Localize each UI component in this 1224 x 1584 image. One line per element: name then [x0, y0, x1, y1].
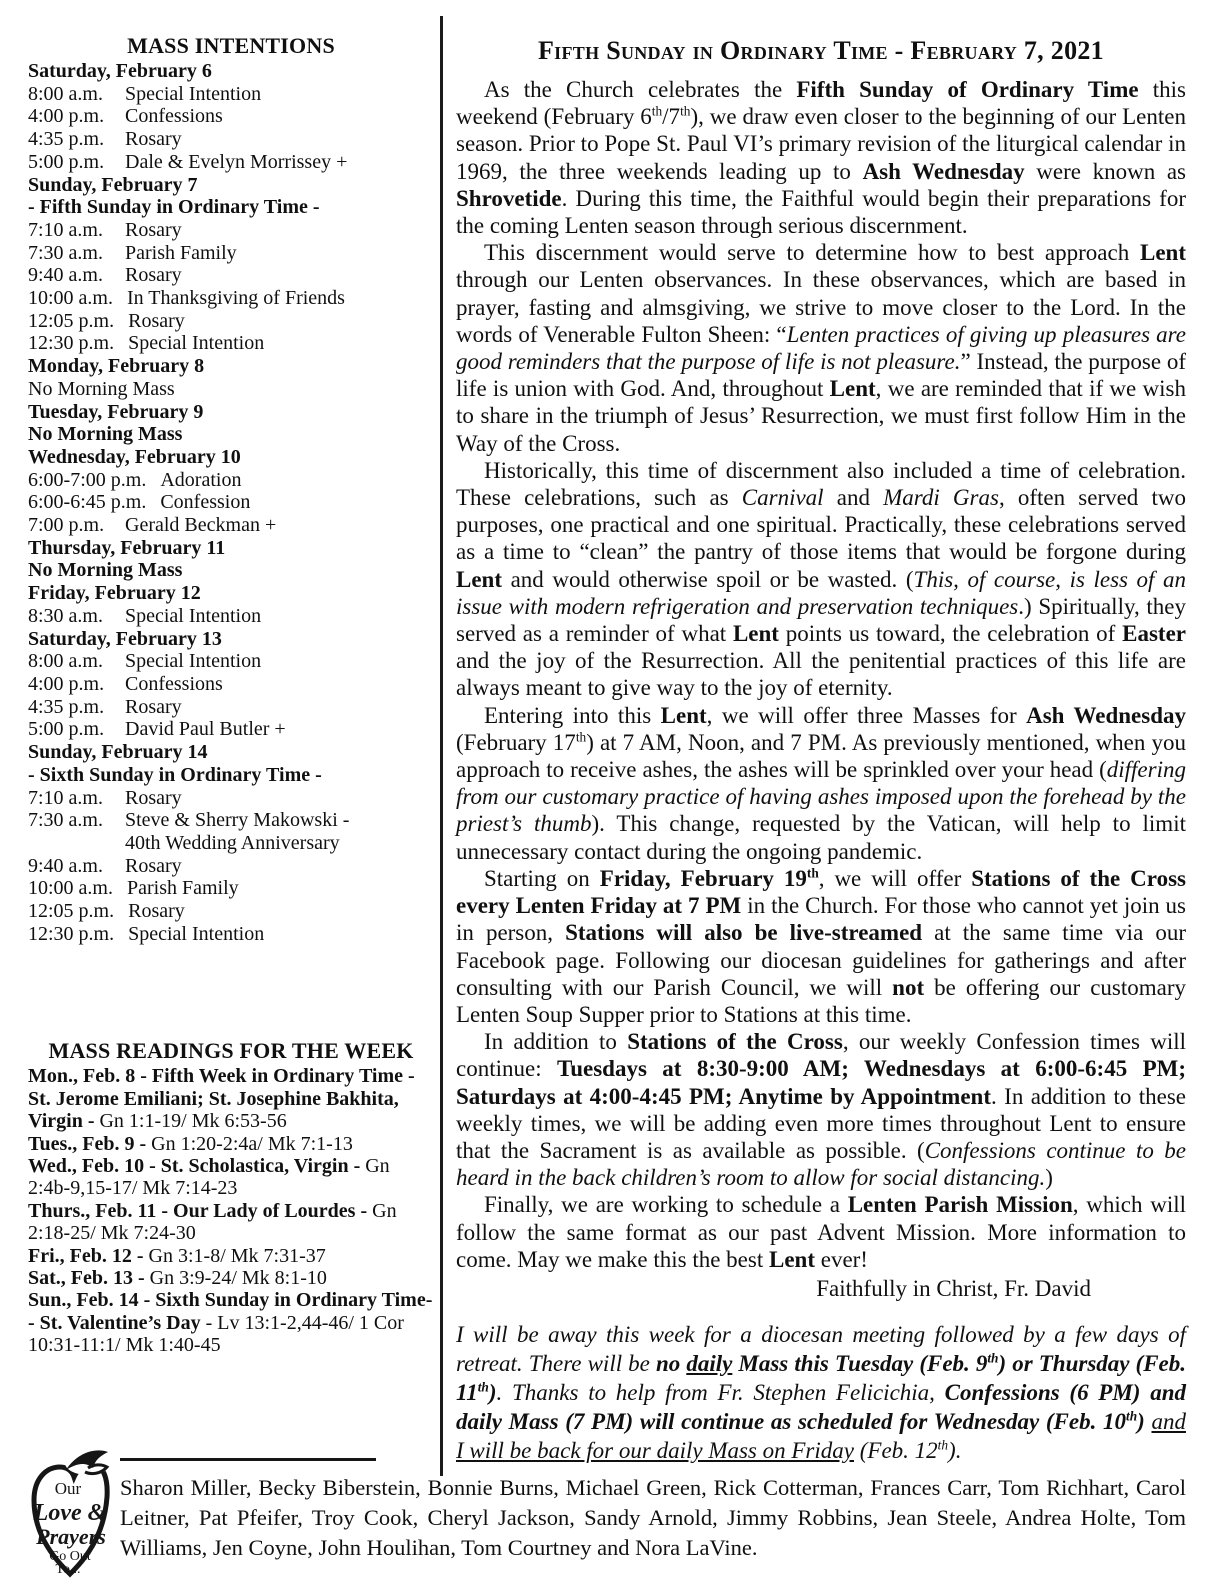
mass-description: Rosary: [125, 695, 182, 718]
mass-time: 8:00 a.m.: [28, 82, 103, 105]
mass-intention-item: [28, 809, 434, 854]
mass-time: 7:00 p.m.: [28, 514, 105, 537]
mass-readings-title: MASS READINGS FOR THE WEEK: [48, 1038, 414, 1064]
mass-description: David Paul Butler +: [125, 718, 286, 741]
mass-description: Parish Family: [127, 877, 239, 900]
text-run: and would otherwise spoil or be wasted. (: [502, 566, 914, 592]
text-run: Mass this Tuesday (Feb. 9: [732, 1350, 988, 1376]
mass-time: 7:30 a.m.: [28, 809, 103, 832]
text-run: In addition to: [484, 1029, 628, 1055]
text-run: Ash Wednesday: [1026, 702, 1186, 728]
text-run: Friday, February 19: [599, 865, 807, 891]
mass-intention-item: [28, 787, 434, 810]
text-run: daily: [686, 1350, 733, 1376]
mass-intention-item: [28, 923, 434, 946]
text-run: th: [806, 865, 819, 881]
text-run: th: [651, 103, 663, 119]
prayer-names-text: Sharon Miller, Becky Biberstein, Bonnie Burns, Michael Green, Rick Cotterman, Frances Carr, Tom Richhart, Carol Leitner, Pat Pfeifer, Troy Cook, Cheryl Jackson, Sandy Arnold, Jimmy Robbins, Jean Steele, Andrea Holte, Tom Williams, Jen Coyne, John Houlihan, Tom Courtney and Nora LaVine.: [120, 1475, 1186, 1560]
mass-intention-item: [28, 128, 434, 151]
article-column: [456, 36, 1186, 1488]
mass-intention-item: [28, 491, 434, 514]
text-run: Entering into this: [484, 702, 661, 728]
reading-day-label: Wed., Feb. 10 - St. Scholastica, Virgin -: [28, 1155, 366, 1178]
text-run: /7: [662, 104, 681, 130]
mass-time: 7:30 a.m.: [28, 241, 103, 264]
mass-description: Rosary: [128, 900, 185, 923]
text-run: ). This change, requested by the Vatican, will help to limit unnecessary contact during the ongoing pandemic.: [456, 811, 1186, 864]
text-run: , we will offer: [818, 865, 972, 891]
text-run: Lent: [660, 702, 707, 728]
reading-day-label: Sun., Feb. 14 - Sixth Sunday in Ordinary Time-- St. Valentine’s Day: [28, 1289, 433, 1334]
mass-intention-item: [28, 900, 434, 923]
text-run: , we are reminded that if we wish to share in the triumph of Jesus’ Resurrection, we must first follow Him in the Way of the Cross.: [456, 376, 1186, 456]
text-run: As the Church celebrates the: [484, 77, 797, 102]
article-paragraph: [456, 76, 1186, 239]
schedule-day-heading: Monday, February 8: [28, 355, 205, 378]
schedule-day-heading: Saturday, February 13: [28, 627, 222, 650]
mass-intentions-section: [28, 34, 434, 945]
mass-intention-item: [28, 696, 434, 719]
text-run: Finally, we are working to schedule a: [484, 1192, 848, 1218]
mass-intention-item: [28, 605, 434, 628]
mass-reading-entry: Thurs., Feb. 11 - Our Lady of Lourdes - Gn 2:18-25/ Mk 7:24-30: [28, 1199, 397, 1245]
schedule-day-heading: Friday, February 12: [28, 582, 201, 605]
mass-description: Parish Family: [125, 241, 237, 264]
mass-description: Adoration: [160, 468, 242, 491]
text-run: Confessions continue to be heard in the back children’s room to allow for social distancing.: [456, 1137, 1186, 1191]
text-run: and: [823, 485, 884, 511]
schedule-day-heading: Sunday, February 14: [28, 741, 208, 764]
text-run: this weekend (February 6: [456, 77, 1187, 130]
text-run: th: [987, 1350, 999, 1366]
text-run: ), we draw even closer to the beginning of our Lenten season. Prior to Pope St. Paul VI’s primary revision of the liturgical calendar in 1969, the three weekends leading up to: [456, 104, 1186, 184]
text-run: and the joy of the Resurrection. All the penitential practices of this life are always meant to give way to the joy of eternity.: [456, 648, 1186, 701]
mass-time: 4:00 p.m.: [28, 105, 105, 128]
mass-reading-entry: Sat., Feb. 13 - Gn 3:9-24/ Mk 8:1-10: [28, 1267, 327, 1290]
text-run: Stations will also be live-streamed: [565, 920, 923, 946]
schedule-day-heading: Wednesday, February 10: [28, 445, 241, 468]
text-run: Lent: [768, 1246, 815, 1272]
text-run: Lenten Parish Mission: [847, 1192, 1073, 1218]
mass-intention-item: [28, 718, 434, 741]
mass-reading-entry: Mon., Feb. 8 - Fifth Week in Ordinary Time - St. Jerome Emiliani; St. Josephine Bakhita, Virgin - Gn 1:1-19/ Mk 6:53-56: [28, 1065, 415, 1133]
text-run: ) or Thursday (Feb. 11: [456, 1350, 1187, 1405]
reading-day-label: Fri., Feb. 12 -: [28, 1244, 149, 1267]
schedule-day-heading: Saturday, February 6: [28, 60, 212, 82]
mass-time: 12:30 p.m.: [28, 922, 115, 945]
mass-intention-item: [28, 242, 434, 265]
text-run: Lent: [456, 566, 502, 592]
prayer-names-block: [120, 1458, 1186, 1563]
text-run: ) at 7 AM, Noon, and 7 PM. As previously mentioned, when you approach to receive ashes, the ashes will be sprinkled over your head (: [456, 729, 1187, 783]
text-run: Tuesdays at 8:30-9:00 AM; Wednesdays at 6:00-6:45 PM; Saturdays at 4:00-4:45 PM; Anytime by Appointment: [456, 1056, 1186, 1109]
article-title: Fifth Sunday in Ordinary Time - February 7, 2021: [538, 36, 1104, 65]
text-run: Lent: [732, 621, 779, 647]
column-divider: [440, 16, 443, 1476]
mass-reading-entry: Wed., Feb. 10 - St. Scholastica, Virgin - Gn 2:4b-9,15-17/ Mk 7:14-23: [28, 1155, 390, 1200]
mass-description: Rosary: [125, 218, 182, 241]
text-run: Easter: [1122, 621, 1186, 647]
text-run: be offering our customary Lenten Soup Supper prior to Stations at this time.: [456, 974, 1186, 1027]
text-run: were known as: [1024, 158, 1186, 184]
schedule-day-heading: No Morning Mass: [28, 423, 183, 446]
left-column: [28, 34, 434, 1357]
mass-time: 6:00-6:45 p.m.: [28, 491, 147, 514]
mass-intentions-schedule: [28, 60, 434, 945]
article-paragraph: [456, 702, 1186, 865]
text-run: th: [680, 103, 691, 119]
mass-time: 12:05 p.m.: [28, 900, 115, 923]
text-run: This, of course, is less of an issue with modern refrigeration and preservation techniques: [456, 566, 1186, 619]
logo-word-to: To...: [55, 1562, 81, 1577]
text-run: ): [1137, 1408, 1152, 1434]
mass-reading-entry: Fri., Feb. 12 - Gn 3:1-8/ Mk 7:31-37: [28, 1244, 326, 1267]
mass-intention-item: [28, 287, 434, 310]
mass-intention-item: [28, 219, 434, 242]
mass-time: 7:10 a.m.: [28, 218, 103, 241]
text-run: (February 17: [456, 729, 576, 755]
text-run: th: [575, 729, 587, 745]
text-run: th: [1126, 1408, 1138, 1424]
mass-readings-section: [28, 1039, 434, 1356]
mass-reading-entry: Tues., Feb. 9 - Gn 1:20-2:4a/ Mk 7:1-13: [28, 1132, 353, 1155]
schedule-day-heading: No Morning Mass: [28, 559, 183, 582]
schedule-day-heading: Tuesday, February 9: [28, 400, 204, 423]
logo-word-go-out: Go Out: [49, 1549, 91, 1564]
text-run: not: [892, 974, 925, 1000]
love-and-prayers-heart-logo: [30, 1448, 110, 1580]
text-run: Shrovetide: [456, 185, 562, 211]
mass-time: 9:40 a.m.: [28, 264, 103, 287]
text-run: Lent: [829, 376, 876, 402]
mass-time: 12:30 p.m.: [28, 332, 115, 355]
text-run: Fifth Sunday of Ordinary Time: [796, 77, 1139, 102]
mass-description: Confession: [160, 491, 251, 514]
mass-description: In Thanksgiving of Friends: [127, 287, 345, 310]
article-paragraph: [456, 457, 1186, 702]
mass-time: 8:00 a.m.: [28, 650, 103, 673]
mass-description: Special Intention: [128, 922, 265, 945]
text-run: and I will be back for our daily Mass on Friday: [456, 1408, 1186, 1463]
text-run: no: [655, 1350, 687, 1376]
text-run: . Thanks to help from Fr. Stephen Felicichia,: [496, 1379, 945, 1405]
mass-time: 8:30 a.m.: [28, 604, 103, 627]
text-run: . In addition to these weekly times, we will be adding even more times throughout Lent to ensure that the Sacrament is as available as possible. (: [456, 1083, 1187, 1163]
mass-intention-item: [28, 650, 434, 673]
mass-time: 4:00 p.m.: [28, 672, 105, 695]
text-run: Lent: [1140, 240, 1186, 266]
text-run: Ash Wednesday: [862, 158, 1025, 184]
text-run: (Feb. 12: [854, 1437, 938, 1463]
text-run: th: [477, 1379, 489, 1395]
text-run: . During this time, the Faithful would begin their preparations for the coming Lenten season through serious discernment.: [456, 185, 1186, 239]
mass-description: Rosary: [125, 854, 182, 877]
text-run: , often served two purposes, one practical and one spiritual. Practically, these celebrations served as a time to “clean” the pantry of those items that would be forgone during: [456, 485, 1186, 565]
article-paragraph: [456, 865, 1186, 1028]
schedule-day-heading: - Fifth Sunday in Ordinary Time -: [28, 196, 320, 219]
text-run: I will be away this week for a diocesan meeting followed by a few days of retreat. There will be: [456, 1321, 1186, 1376]
mass-time: 5:00 p.m.: [28, 718, 105, 741]
article-paragraph: [456, 1028, 1186, 1191]
mass-time: 6:00-7:00 p.m.: [28, 468, 147, 491]
text-run: This discernment would serve to determine how to best approach: [484, 240, 1140, 266]
mass-description: Confessions: [125, 672, 223, 695]
reading-day-label: Thurs., Feb. 11 - Our Lady of Lourdes -: [28, 1199, 373, 1222]
mass-intention-item: [28, 673, 434, 696]
mass-time: 10:00 a.m.: [28, 287, 113, 310]
mass-intention-item: [28, 877, 434, 900]
mass-time: 10:00 a.m.: [28, 877, 113, 900]
mass-description: Rosary: [125, 264, 182, 287]
text-run: Historically, this time of discernment also included a time of celebration. These celebrations, such as: [456, 457, 1186, 511]
text-run: th: [937, 1437, 949, 1453]
mass-intentions-title: MASS INTENTIONS: [127, 33, 335, 58]
schedule-day-heading: - Sixth Sunday in Ordinary Time -: [28, 763, 322, 786]
mass-intention-item: [28, 310, 434, 333]
mass-description: Special Intention: [125, 604, 262, 627]
article-signature: Faithfully in Christ, Fr. David: [816, 1275, 1091, 1301]
reading-day-label: Sat., Feb. 13 -: [28, 1267, 150, 1290]
text-run: Stations of the Cross every Lenten Friday at 7 PM: [456, 865, 1186, 919]
text-run: Lenten practices of giving up pleasures are good reminders that the purpose of life is not pleasure.: [456, 321, 1186, 375]
article-body: [456, 76, 1186, 1273]
article-paragraph: [456, 1191, 1186, 1273]
text-run: , our weekly Confession times will continue:: [456, 1029, 1186, 1082]
mass-intention-item: [28, 83, 434, 106]
mass-description: Dale & Evelyn Morrissey +: [125, 150, 348, 173]
text-run: ).: [948, 1437, 962, 1463]
mass-description: Special Intention: [125, 82, 262, 105]
logo-word-our: Our: [54, 1479, 82, 1498]
mass-intention-item: [28, 855, 434, 878]
mass-description: Steve & Sherry Makowski - 40th Wedding Anniversary: [125, 809, 350, 854]
mass-time: 5:00 p.m.: [28, 150, 105, 173]
text-run: points us toward, the celebration of: [778, 621, 1123, 647]
mass-time: 4:35 p.m.: [28, 128, 105, 151]
mass-description: Special Intention: [128, 332, 265, 355]
footer-section: [28, 1446, 1186, 1577]
mass-intention-item: [28, 469, 434, 492]
pastor-note: [456, 1320, 1186, 1465]
mass-time: 4:35 p.m.: [28, 695, 105, 718]
text-run: ever!: [814, 1246, 868, 1272]
reading-day-label: Mon., Feb. 8 - Fifth Week in Ordinary Time - St. Jerome Emiliani; St. Josephine Bakhita, Virgin -: [28, 1065, 415, 1133]
mass-description: Rosary: [125, 786, 182, 809]
mass-intention-item: [28, 264, 434, 287]
mass-time: 12:05 p.m.: [28, 309, 115, 332]
logo-word-love: Love &: [33, 1500, 107, 1526]
text-run: , which will follow the same format as our past Advent Mission. More information to come. May we make this the best: [456, 1192, 1186, 1272]
mass-intention-item: [28, 151, 434, 174]
text-run: Confessions (6 PM) and daily Mass (7 PM) will continue as scheduled for Wednesday (Feb. 10: [456, 1379, 1186, 1434]
mass-readings-list: [28, 1065, 434, 1356]
mass-reading-entry: Sun., Feb. 14 - Sixth Sunday in Ordinary Time-- St. Valentine’s Day - Lv 13:1-2,44-46/ 1 Cor 10:31-11:1/ Mk 1:40-45: [28, 1289, 433, 1357]
logo-word-prayers: Prayers: [36, 1524, 106, 1549]
mass-intention-item: [28, 514, 434, 537]
text-run: in the Church. For those who cannot yet join us in person,: [456, 893, 1187, 946]
text-run: .) Spiritually, they served as a reminder of what: [456, 593, 1186, 647]
schedule-day-heading: Sunday, February 7: [28, 173, 198, 196]
text-run: ): [1045, 1165, 1053, 1191]
mass-time: 9:40 a.m.: [28, 854, 103, 877]
text-run: through our Lenten observances. In these observances, which are based in prayer, fasting and almsgiving, we strive to move closer to the Lord. In the words of Venerable Fulton Sheen: “: [456, 267, 1186, 347]
text-run: Starting on: [484, 865, 600, 891]
text-run: at the same time via our Facebook page. Following our diocesan guidelines for gatherings and after consulting with our Parish Council, we will: [456, 920, 1186, 1000]
mass-intention-item: [28, 332, 434, 355]
footer-divider-line: [120, 1458, 376, 1461]
text-run: Mardi Gras: [883, 485, 999, 511]
article-paragraph: [456, 239, 1186, 457]
schedule-day-heading: Thursday, February 11: [28, 536, 226, 559]
text-run: ): [488, 1379, 497, 1405]
reading-day-label: Tues., Feb. 9 -: [28, 1132, 152, 1155]
schedule-note: No Morning Mass: [28, 377, 175, 400]
mass-description: Confessions: [125, 105, 223, 128]
mass-description: Rosary: [125, 128, 182, 151]
mass-time: 7:10 a.m.: [28, 786, 103, 809]
text-run: Stations of the Cross: [627, 1029, 843, 1055]
mass-intention-item: [28, 105, 434, 128]
text-run: differing from our customary practice of having ashes imposed upon the forehead by the priest’s thumb: [456, 757, 1186, 837]
text-run: Carnival: [741, 485, 824, 511]
mass-description: Rosary: [128, 309, 185, 332]
mass-description: Gerald Beckman +: [125, 514, 277, 537]
mass-description: Special Intention: [125, 650, 262, 673]
text-run: ” Instead, the purpose of life is union with God. And, throughout: [456, 349, 1187, 402]
text-run: , we will offer three Masses for: [706, 702, 1027, 728]
